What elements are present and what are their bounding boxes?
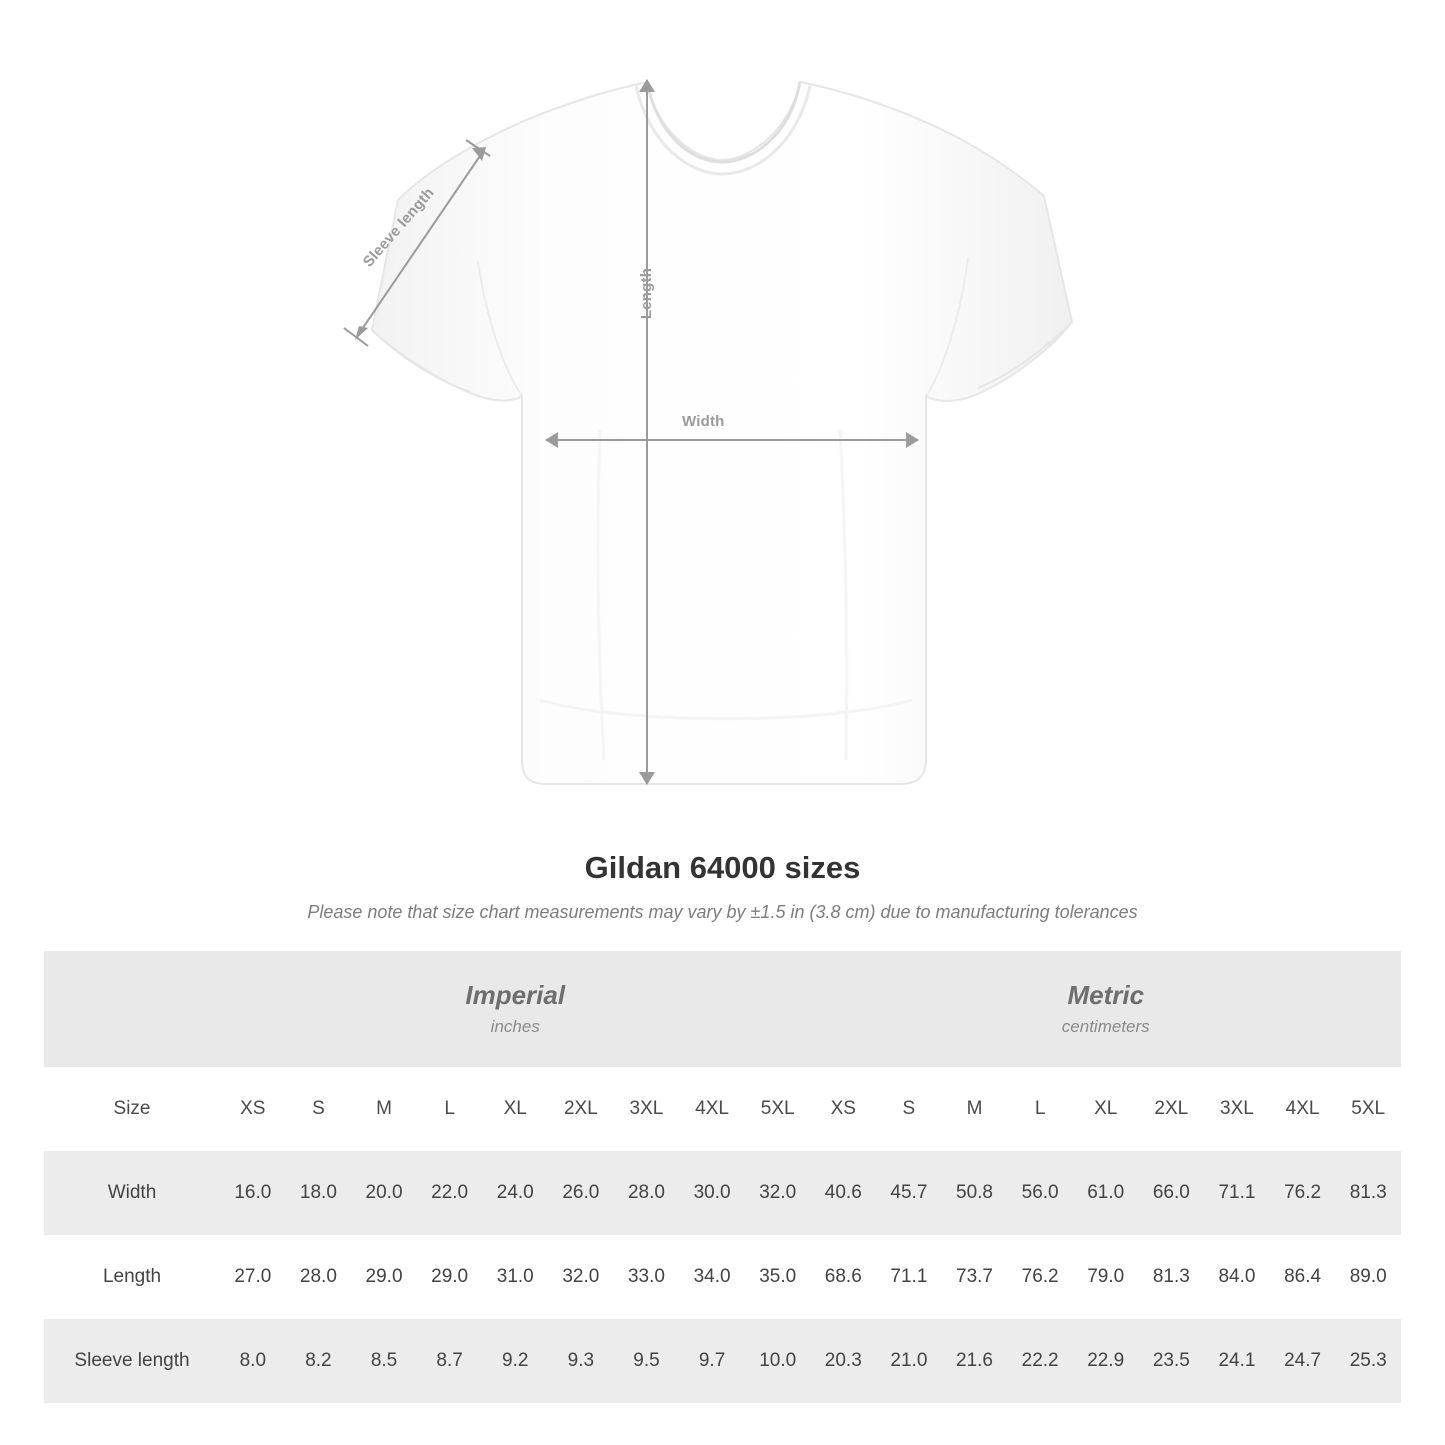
col-header: S — [286, 1067, 352, 1151]
cell: 20.0 — [351, 1151, 417, 1235]
cell: 9.5 — [614, 1319, 680, 1403]
unit-header-metric — [810, 951, 1401, 1067]
col-header: L — [417, 1067, 483, 1151]
cell: 86.4 — [1270, 1235, 1336, 1319]
cell: 76.2 — [1007, 1235, 1073, 1319]
cell: 29.0 — [351, 1235, 417, 1319]
cell: 71.1 — [876, 1235, 942, 1319]
cell: 18.0 — [286, 1151, 352, 1235]
cell: 9.3 — [548, 1319, 614, 1403]
cell: 28.0 — [614, 1151, 680, 1235]
cell: 61.0 — [1073, 1151, 1139, 1235]
cell: 68.6 — [810, 1235, 876, 1319]
cell: 9.7 — [679, 1319, 745, 1403]
col-header: 2XL — [548, 1067, 614, 1151]
cell: 50.8 — [942, 1151, 1008, 1235]
table-row — [44, 1319, 1401, 1403]
cell: 33.0 — [614, 1235, 680, 1319]
cell: 9.2 — [482, 1319, 548, 1403]
row-header-size: Size — [44, 1067, 220, 1151]
cell: 28.0 — [286, 1235, 352, 1319]
cell: 40.6 — [810, 1151, 876, 1235]
cell: 8.5 — [351, 1319, 417, 1403]
col-header: 5XL — [745, 1067, 811, 1151]
unit-name-imperial: Imperial — [465, 980, 566, 1011]
title-block — [0, 850, 1445, 923]
row-label-width: Width — [44, 1151, 220, 1235]
cell: 45.7 — [876, 1151, 942, 1235]
col-header: L — [1007, 1067, 1073, 1151]
cell: 66.0 — [1139, 1151, 1205, 1235]
unit-name-metric: Metric — [1067, 980, 1145, 1011]
column-header-row — [44, 1067, 1401, 1151]
cell: 35.0 — [745, 1235, 811, 1319]
col-header: S — [876, 1067, 942, 1151]
unit-header-row — [44, 951, 1401, 1067]
cell: 30.0 — [679, 1151, 745, 1235]
col-header: XS — [220, 1067, 286, 1151]
col-header: 5XL — [1335, 1067, 1401, 1151]
cell: 26.0 — [548, 1151, 614, 1235]
cell: 8.7 — [417, 1319, 483, 1403]
unit-sub-imperial: inches — [490, 1016, 540, 1036]
cell: 73.7 — [942, 1235, 1008, 1319]
cell: 76.2 — [1270, 1151, 1336, 1235]
row-label-sleeve-length: Sleeve length — [44, 1319, 220, 1403]
cell: 21.6 — [942, 1319, 1008, 1403]
unit-sub-metric: centimeters — [1061, 1016, 1150, 1036]
col-header: 2XL — [1139, 1067, 1205, 1151]
cell: 71.1 — [1204, 1151, 1270, 1235]
table-row — [44, 1151, 1401, 1235]
size-table-wrapper — [0, 951, 1445, 1403]
cell: 84.0 — [1204, 1235, 1270, 1319]
sleeve-length-label: Sleeve length — [359, 184, 438, 271]
cell: 89.0 — [1335, 1235, 1401, 1319]
row-label-length: Length — [44, 1235, 220, 1319]
col-header: M — [942, 1067, 1008, 1151]
width-label: Width — [682, 413, 725, 430]
col-header: 4XL — [1270, 1067, 1336, 1151]
col-header: 3XL — [614, 1067, 680, 1151]
tolerance-note: Please note that size chart measurements may vary by ±1.5 in (3.8 cm) due to manufacturing tolerances — [307, 902, 1138, 922]
table-row — [44, 1235, 1401, 1319]
cell: 34.0 — [679, 1235, 745, 1319]
cell: 24.0 — [482, 1151, 548, 1235]
cell: 22.9 — [1073, 1319, 1139, 1403]
cell: 27.0 — [220, 1235, 286, 1319]
cell: 8.2 — [286, 1319, 352, 1403]
cell: 22.2 — [1007, 1319, 1073, 1403]
col-header: XS — [810, 1067, 876, 1151]
cell: 24.7 — [1270, 1319, 1336, 1403]
cell: 10.0 — [745, 1319, 811, 1403]
cell: 29.0 — [417, 1235, 483, 1319]
cell: 79.0 — [1073, 1235, 1139, 1319]
cell: 81.3 — [1335, 1151, 1401, 1235]
col-header: XL — [1073, 1067, 1139, 1151]
cell: 20.3 — [810, 1319, 876, 1403]
cell: 8.0 — [220, 1319, 286, 1403]
cell: 23.5 — [1139, 1319, 1205, 1403]
col-header: 4XL — [679, 1067, 745, 1151]
col-header: XL — [482, 1067, 548, 1151]
cell: 81.3 — [1139, 1235, 1205, 1319]
cell: 22.0 — [417, 1151, 483, 1235]
cell: 32.0 — [548, 1235, 614, 1319]
cell: 31.0 — [482, 1235, 548, 1319]
cell: 56.0 — [1007, 1151, 1073, 1235]
size-table — [44, 951, 1401, 1403]
unit-header-spacer — [44, 951, 220, 1067]
length-label: Length — [638, 267, 656, 320]
col-header: M — [351, 1067, 417, 1151]
cell: 16.0 — [220, 1151, 286, 1235]
cell: 25.3 — [1335, 1319, 1401, 1403]
col-header: 3XL — [1204, 1067, 1270, 1151]
unit-header-imperial — [220, 951, 810, 1067]
cell: 32.0 — [745, 1151, 811, 1235]
page-title: Gildan 64000 sizes — [584, 850, 861, 885]
cell: 21.0 — [876, 1319, 942, 1403]
cell: 24.1 — [1204, 1319, 1270, 1403]
size-table-body — [44, 951, 1401, 1403]
